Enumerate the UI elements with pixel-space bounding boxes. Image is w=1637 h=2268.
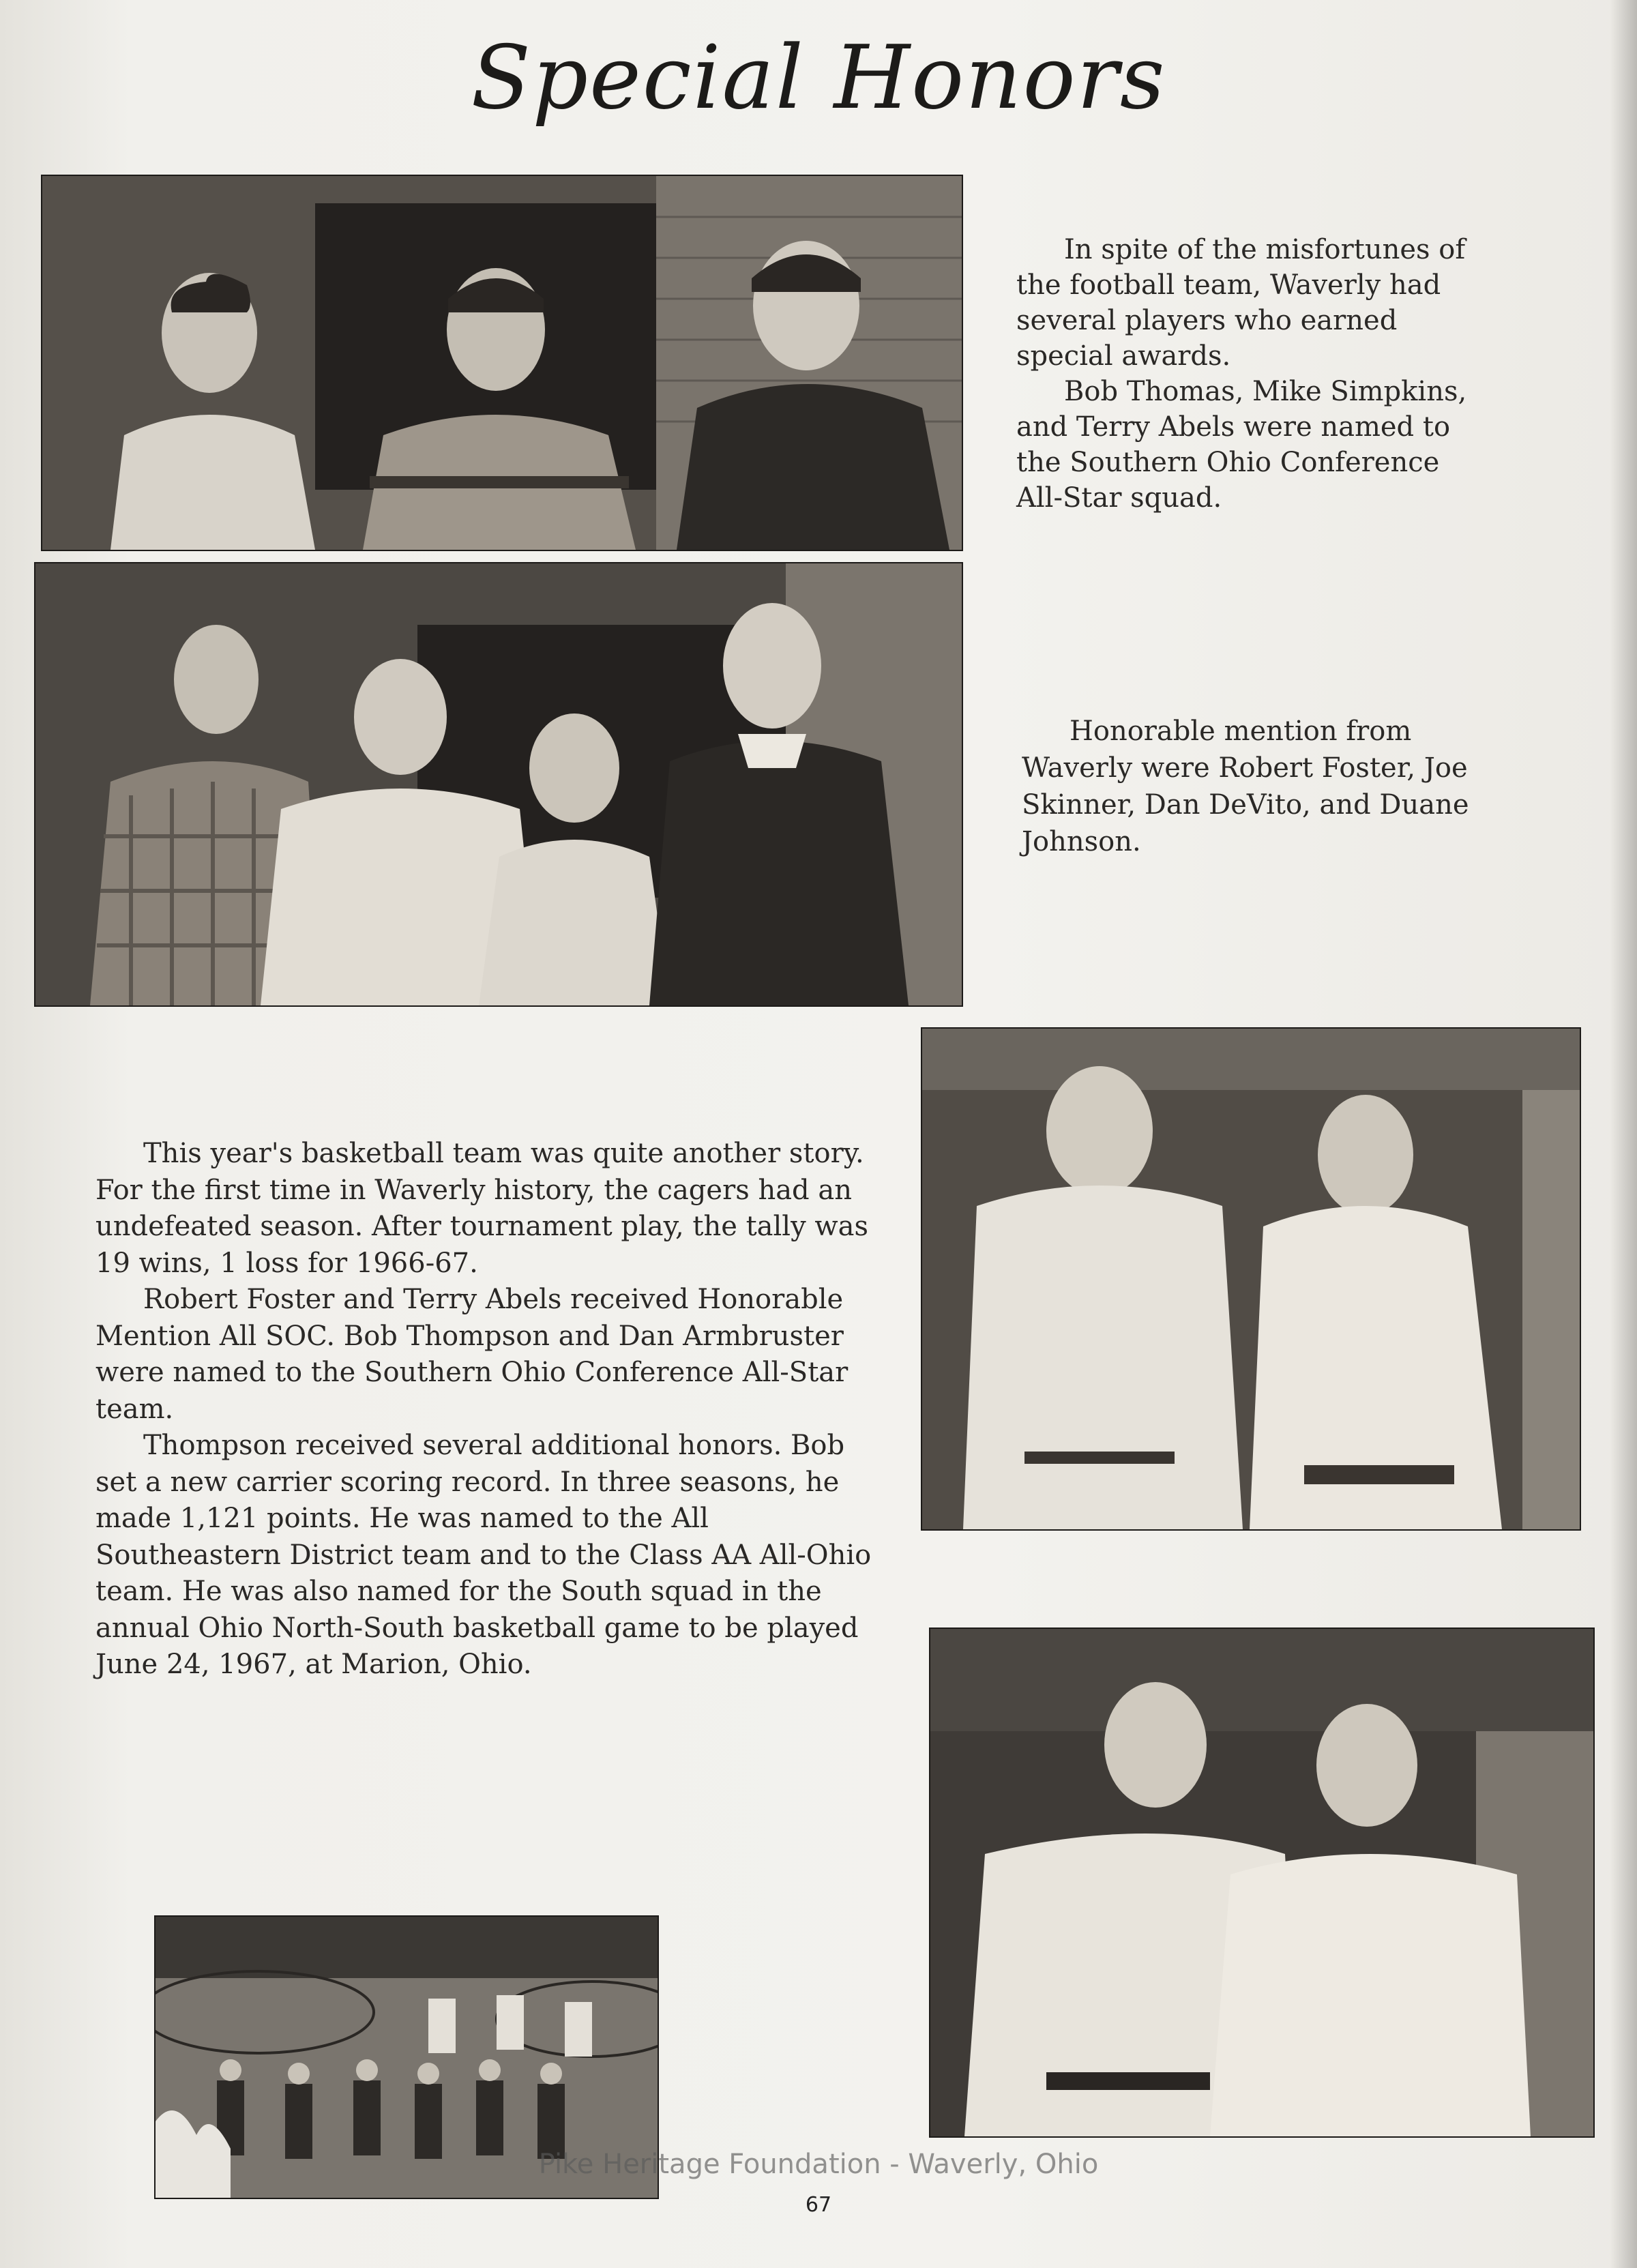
page-spine-shadow (1610, 0, 1637, 2268)
honorable-mention-block (1022, 713, 1513, 860)
basketball-paragraph-1: This year's basketball team was quite another story. For the first time in Waverly history, the cagers had an undefeated season. After tournament play, the tally was 19 wins, 1 loss for 1966-67. (95, 1138, 869, 1279)
photo-football-four-players (35, 563, 962, 1005)
page-title: Special Honors (471, 27, 1166, 129)
basketball-paragraph-2: Robert Foster and Terry Abels received Honorable Mention All SOC. Bob Thompson and Dan Armbruster were named to the Southern Ohio Conference All-Star team. (95, 1284, 849, 1425)
photo-basketball-two-players-bottom (930, 1629, 1593, 2136)
page-number: 67 (805, 2193, 832, 2217)
football-paragraph-2: Bob Thomas, Mike Simpkins, and Terry Abels were named to the Southern Ohio Conference All-Star squad. (1016, 376, 1467, 514)
football-text-block (1016, 232, 1494, 516)
watermark-credit: Pike Heritage Foundation - Waverly, Ohio (538, 2149, 1099, 2180)
photo-football-three-players (42, 176, 962, 550)
photo-basketball-two-players-top (922, 1029, 1580, 1529)
basketball-paragraph-3: Thompson received several additional honors. Bob set a new carrier scoring record. In three seasons, he made 1,121 points. He was named to the All Southeastern District team and to the Class AA All-Ohio team. He was also named for the South squad in the annual Ohio North-South basketball game to be played June 24, 1967, at Marion, Ohio. (95, 1430, 872, 1680)
basketball-text-block (95, 1136, 880, 1683)
honorable-mention-paragraph: Honorable mention from Waverly were Robert Foster, Joe Skinner, Dan DeVito, and Duane Johnson. (1022, 716, 1469, 857)
football-paragraph-1: In spite of the misfortunes of the football team, Waverly had several players who earned special awards. (1016, 234, 1466, 372)
